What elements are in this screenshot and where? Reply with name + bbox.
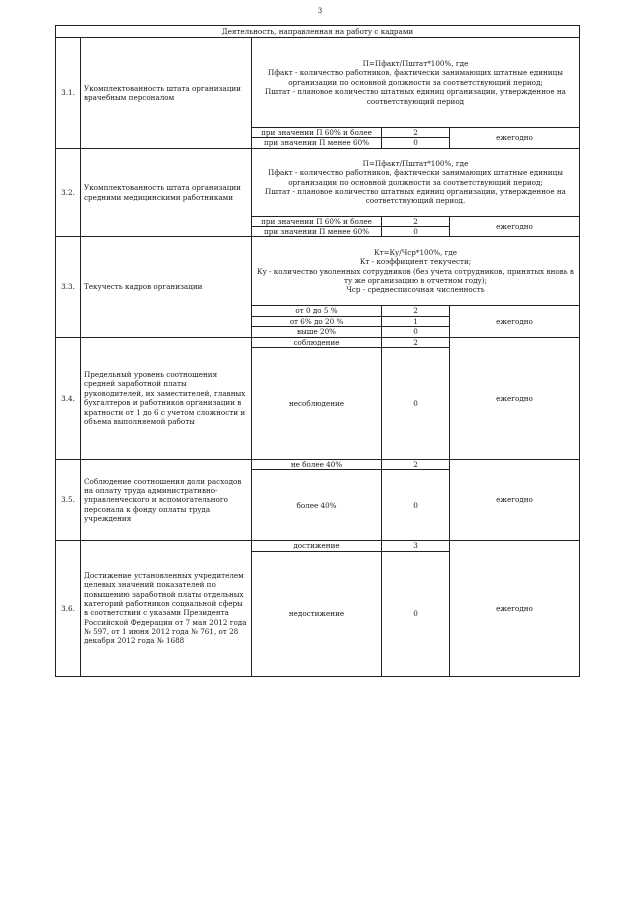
criterion-name: Укомплектованность штата организации врачебным персоналом xyxy=(81,38,252,149)
table-row-3-5 xyxy=(56,459,580,469)
condition-score: 0 xyxy=(382,551,450,676)
condition-score: 2 xyxy=(382,337,450,347)
criterion-name: Текучесть кадров организации xyxy=(81,237,252,337)
section-header-row xyxy=(56,26,580,38)
condition-label: при значении П менее 60% xyxy=(252,138,382,148)
condition-score: 0 xyxy=(382,327,450,337)
condition-label: от 6% до 20 % xyxy=(252,316,382,326)
condition-label: при значении П 60% и более xyxy=(252,216,382,226)
row-number: 3.6. xyxy=(56,541,81,676)
criterion-name: Достижение установленных учредителем целевых значений показателей по повышению заработной платы отдельных категорий работников социальной сферы в соответствии с указами Президента Российской Федерации от 7 мая 2012 года № 597, от 1 июня 2012 года № 761, от 28 декабря 2012 года № 1688 xyxy=(81,541,252,676)
criterion-name: Укомплектованность штата организации средними медицинскими работниками xyxy=(81,148,252,237)
formula-line: Пштат - плановое количество штатных единиц организации, утвержденное на соответствующий период. xyxy=(265,186,566,206)
formula-line: Кт=Ку/Чср*100%, где xyxy=(373,248,458,258)
criterion-name: Предельный уровень соотношения средней заработной платы руководителей, их заместителей, главных бухгалтеров и работников организации в кратности от 1 до 6 с учетом сложности и объема выполняемой работы xyxy=(81,337,252,459)
formula-line: Кт - коэффициент текучести; xyxy=(359,257,472,267)
formula-line: Пштат - плановое количество штатных единиц организации, утвержденное на соответствующий период xyxy=(265,87,566,106)
condition-label: несоблюдение xyxy=(252,347,382,459)
period-cell: ежегодно xyxy=(450,216,580,237)
row-number: 3.5. xyxy=(56,459,81,540)
criterion-name: Соблюдение соотношения доли расходов на оплату труда административно-управленческого и вспомогательного персонала к фонду оплаты труда учреждения xyxy=(81,459,252,540)
condition-score: 0 xyxy=(382,347,450,459)
row-number: 3.1. xyxy=(56,38,81,149)
condition-label: выше 20% xyxy=(252,327,382,337)
formula-line: Пфакт - количество работников, фактически занимающих штатные единицы организации по основной должности за соответствующий период; xyxy=(268,168,563,187)
row-number: 3.4. xyxy=(56,337,81,459)
condition-score: 2 xyxy=(382,306,450,316)
period-cell: ежегодно xyxy=(450,337,580,459)
condition-label: более 40% xyxy=(252,470,382,541)
condition-score: 2 xyxy=(382,459,450,469)
formula-line: Ку - количество уволенных сотрудников (без учета сотрудников, принятых вновь в ту же организацию в отчетном году); xyxy=(257,266,574,286)
formula-cell xyxy=(252,148,580,216)
condition-label: при значении П 60% и более xyxy=(252,128,382,138)
condition-score: 2 xyxy=(382,128,450,138)
condition-score: 0 xyxy=(382,227,450,237)
row-number: 3.2. xyxy=(56,148,81,237)
condition-label: при значении П менее 60% xyxy=(252,227,382,237)
row-number: 3.3. xyxy=(56,237,81,337)
period-cell: ежегодно xyxy=(450,128,580,149)
period-cell: ежегодно xyxy=(450,541,580,676)
condition-label: недостижение xyxy=(252,551,382,676)
table-row-3-3 xyxy=(56,237,580,306)
condition-label: от 0 до 5 % xyxy=(252,306,382,316)
condition-label: соблюдение xyxy=(252,337,382,347)
table-row-3-6 xyxy=(56,541,580,551)
section-title: Деятельность, направленная на работу с кадрами xyxy=(56,26,580,38)
table-row-3-2 xyxy=(56,148,580,216)
formula-line: П=Пфакт/Пштат*100%, где xyxy=(362,158,469,168)
page-number: 3 xyxy=(317,7,323,15)
table-row-3-1 xyxy=(56,38,580,128)
formula-cell xyxy=(252,38,580,128)
criteria-table xyxy=(55,25,580,677)
formula-line: П=Пфакт/Пштат*100%, где xyxy=(362,59,469,69)
period-cell: ежегодно xyxy=(450,306,580,337)
condition-score: 0 xyxy=(382,470,450,541)
condition-score: 1 xyxy=(382,316,450,326)
formula-line: Чср - среднесписочная численность xyxy=(346,285,485,295)
condition-label: не более 40% xyxy=(252,459,382,469)
condition-score: 3 xyxy=(382,541,450,551)
condition-score: 2 xyxy=(382,216,450,226)
formula-line: Пфакт - количество работников, фактически занимающих штатные единицы организации по основной должности за соответствующий период; xyxy=(268,68,563,87)
condition-label: достижение xyxy=(252,541,382,551)
period-cell: ежегодно xyxy=(450,459,580,540)
formula-cell xyxy=(252,237,580,306)
table-row-3-4 xyxy=(56,337,580,347)
condition-score: 0 xyxy=(382,138,450,148)
